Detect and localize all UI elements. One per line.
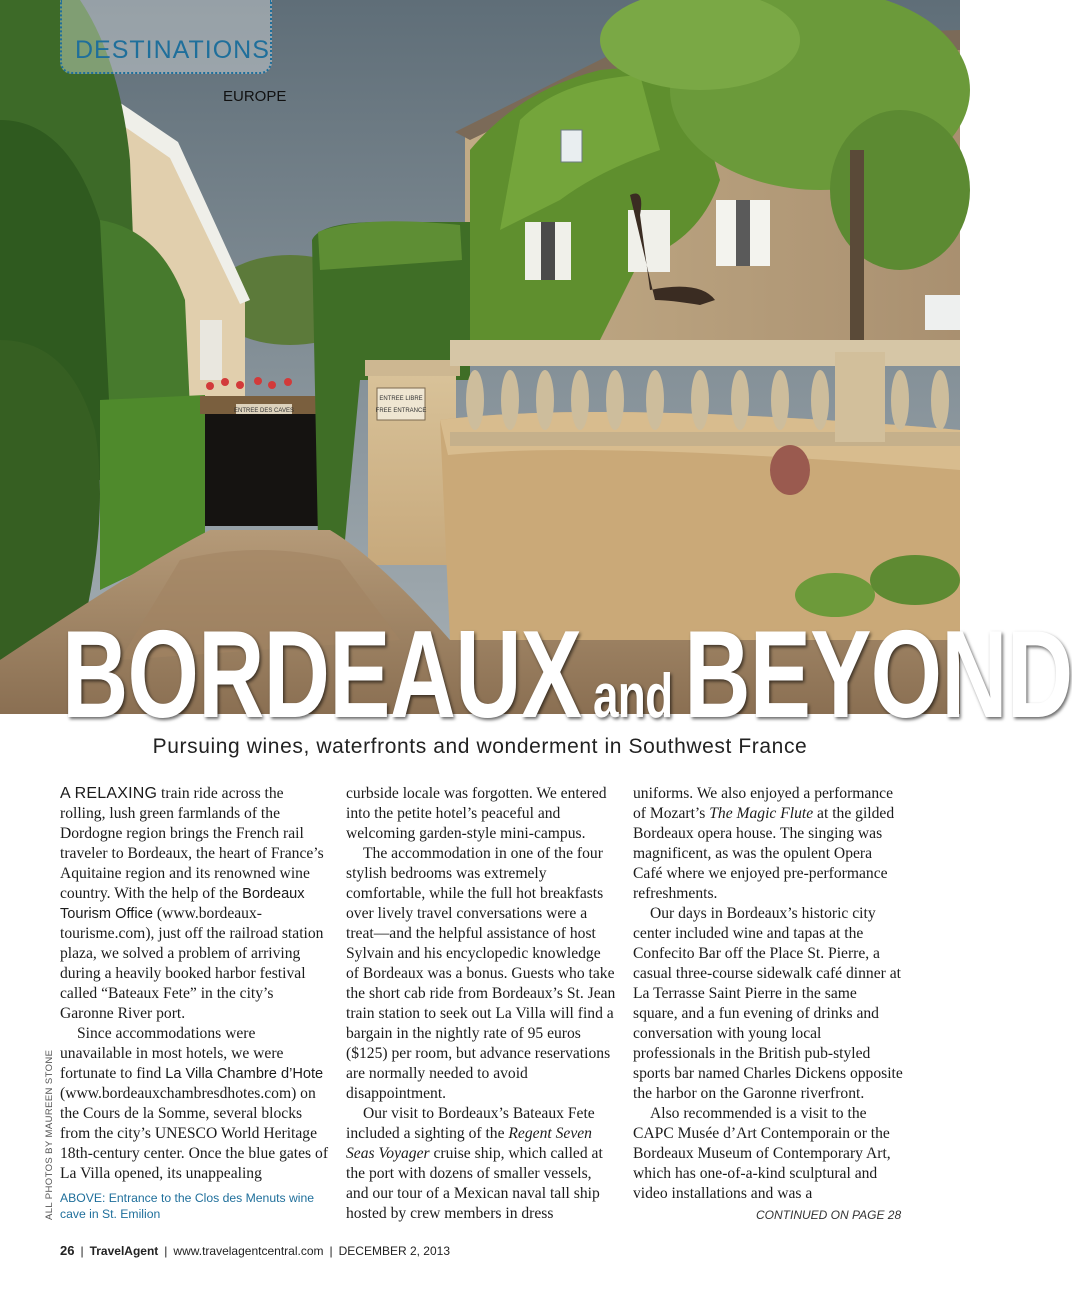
lead-in: A RELAXING [60,785,158,802]
headline-part1: BORDEAUX [62,606,582,744]
ship-name: Regent Seven Seas Voyager [346,1125,592,1162]
opera-title: The Magic Flute [709,805,814,822]
footer-divider: | [329,1244,333,1258]
col2-p3-text-c: cruise ship, which called at the port with dozens of smaller vessels, and our tour of a Mexican naval tall ship hosted by crew members in dress [346,1145,603,1222]
headline-part3: BEYOND [684,606,1072,744]
column-2 [346,784,616,1224]
col2-p3-text-a: Our visit to Bordeaux’s Bateaux Fete included a sighting of the [346,1105,595,1142]
footer-divider: | [80,1244,84,1258]
caption-text: Entrance to the Clos des Menuts wine cave in St. Emilion [60,1191,315,1221]
col3-p1-text-c: at the gilded Bordeaux opera house. The singing was magnificent, as was the opulent Opera Café where we enjoyed pre-performance refreshments. [633,805,895,902]
headline [62,604,1072,746]
hotel-name: La Villa Chambre d’Hote [165,1066,324,1082]
col1-p2-text-a: Since accommodations were unavailable in most hotels, we were fortunate to find [60,1025,284,1082]
col2-paragraph-1: curbside locale was forgotten. We entered into the petite hotel’s peaceful and welcoming garden-style mini-campus. [346,785,607,842]
region-label: EUROPE [223,88,287,105]
col2-paragraph-3 [346,1104,616,1224]
column-1 [60,784,330,1184]
issue-date: DECEMBER 2, 2013 [338,1244,451,1258]
col3-p1-text-a: uniforms. We also enjoyed a performance of Mozart’s [633,785,893,822]
subheadline: Pursuing wines, waterfronts and wonderment in Southwest France [152,735,808,758]
tourism-office-name: Bordeaux Tourism Office [60,886,305,922]
footer-divider: | [164,1244,168,1258]
photo-credit: ALL PHOTOS BY MAUREEN STONE [44,1049,55,1220]
col3-paragraph-3: Also recommended is a visit to the CAPC Musée d’Art Contemporain or the Bordeaux Museum of Contemporary Art, which has one-of-a-kind sculptural and video installations and was a [633,1105,891,1202]
col1-p1-text-c: (www.bordeaux-tourisme.com), just off the railroad station plaza, we solved a problem of arriving during a heavily booked harbor festival called “Bateaux Fete” in the city’s Garonne River port. [60,905,324,1022]
col1-paragraph-2 [60,1024,330,1184]
website-url[interactable]: www.travelagentcentral.com [173,1244,324,1258]
entrance-sign-line1: ENTREE LIBRE [379,396,423,402]
col1-p1-text-a: train ride across the rolling, lush green farmlands of the Dordogne region brings the French rail traveler to Bordeaux, the heart of France’s Aquitaine region and its renowned wine country. With the help of the [60,785,324,902]
col1-paragraph-1 [60,784,330,1024]
col1-p2-text-c: (www.bordeauxchambresdhotes.com) on the Cours de la Somme, several blocks from the city’s UNESCO World Heritage 18th-century center. Once the blue gates of La Villa opened, its unappealing [60,1085,329,1182]
section-title: DESTINATIONS [75,36,270,64]
headline-part2: and [593,662,673,731]
continued-link[interactable]: CONTINUED ON PAGE 28 [756,1208,902,1222]
magazine-brand: TravelAgent [89,1244,159,1258]
column-3 [633,784,903,1204]
photo-caption [60,1190,330,1222]
caption-label: ABOVE: [60,1191,106,1205]
cave-sign: ENTREE DES CAVES [234,408,294,414]
entrance-sign-line2: FREE ENTRANCE [375,408,427,414]
col3-paragraph-1 [633,784,903,904]
page-number: 26 [60,1243,75,1258]
col3-paragraph-2: Our days in Bordeaux’s historic city center included wine and tapas at the Confecito Bar off the Place St. Pierre, a casual three-course sidewalk café dinner at La Terrasse Saint Pierre in the same square, and a fun evening of drinks and conversation with young local professionals in the British pub-styled sports bar named Charles Dickens opposite the harbor on the Garonne riverfront. [633,905,903,1102]
page-footer [60,1243,450,1258]
col2-paragraph-2: The accommodation in one of the four stylish bedrooms was extremely comfortable, while the full hot breakfasts over lively travel conversations were a treat—and the helpful assistance of host Sylvain and his encyclopedic knowledge of Bordeaux was a bonus. Guests who take the short cab ride from Bordeaux’s St. Jean train station to seek out La Villa will find a bargain in the nightly rate of 95 euros ($125) per room, but advance reservations are normally needed to avoid disappointment. [346,845,616,1102]
